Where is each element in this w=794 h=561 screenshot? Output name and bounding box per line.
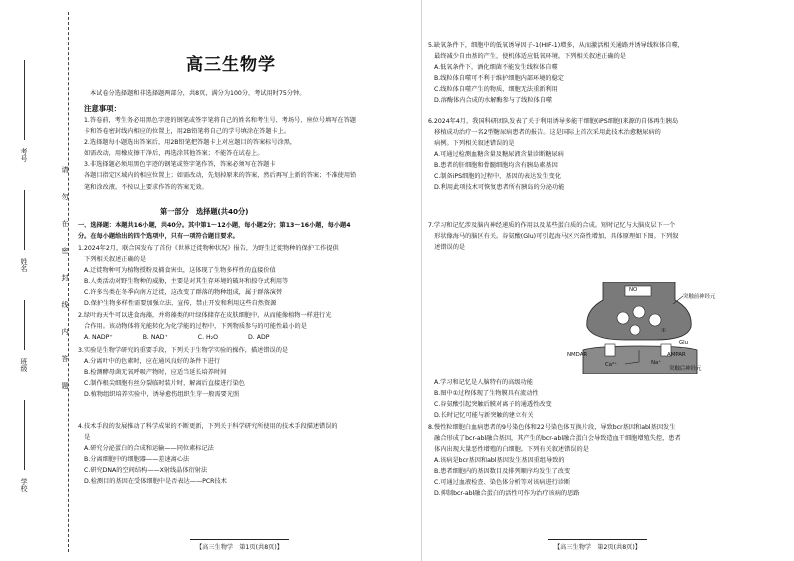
seal-text-char: 答	[61, 355, 69, 362]
answer-option-c[interactable]: C. H₂O	[197, 334, 219, 342]
question-stem: 1.2024年2月，联合国发布了首份《世界迁徙物种状况》报告，为野生迁徙物种的保护工作提供	[78, 245, 339, 252]
footer-page-1: 【高三生物学 第1页(共8页)】	[190, 539, 289, 553]
question-2	[78, 310, 331, 343]
synapse-diagram	[565, 282, 715, 374]
question-5	[428, 40, 684, 106]
seal-text-char: 线	[61, 301, 69, 308]
label-glu: Glu	[679, 340, 689, 346]
label-na: Na⁺	[651, 360, 662, 366]
notice-title: 注意事项：	[84, 104, 121, 113]
question-stem: 病例。下列相关叙述错误的是	[428, 140, 515, 148]
notice-item: 笔和涂改液。不按以上要求作答的答案无效。	[84, 183, 208, 191]
section-title: 第一部分 选择题(共40分)	[160, 207, 249, 216]
question-stem: 4.技术手段的发展推动了科学成果的不断更新，下列关于科学研究所使用的技术手段描述错误的	[78, 423, 338, 430]
answer-option-b[interactable]: B.检测酵母菌无氧呼吸产物时，应适当延长培养时间	[84, 369, 227, 377]
label-no: NO	[629, 287, 638, 293]
question-stem: 8.慢性粒细胞白血病患者的9号染色体和22号染色体互换片段，导致bcr基因和abl基因发生	[428, 424, 676, 431]
instruction-line: 分。在每小题给出的四个选项中，只有一项符合题目要求。	[78, 233, 239, 241]
answer-option-a[interactable]: A.分离叶中的色素时，应在通风良好的条件下进行	[84, 358, 221, 366]
question-stem: 述错误的是	[428, 244, 466, 252]
answer-option-b[interactable]: B.分离细胞中的细胞器——差速离心法	[84, 456, 190, 464]
answer-option-a[interactable]: A.可通过检测血糖含量及糖尿液含量诊断糖尿病	[434, 151, 564, 159]
label-nmdar: NMDAR	[567, 352, 588, 358]
question-stem: 下列相关叙述正确的是	[78, 256, 147, 264]
label-step-1: ①	[661, 328, 666, 334]
answer-option-a[interactable]: A.研究分泌蛋白的合成和运输——同位素标记法	[84, 445, 214, 453]
answer-option-a[interactable]: A.低氧条件下，酒化细菌不能发生线粒体自噬	[434, 64, 558, 72]
answer-option-d[interactable]: D.溶酶体内合成的水解酶参与了线粒体自噬	[434, 97, 553, 105]
seal-line	[68, 12, 69, 552]
answer-option-a[interactable]: A.迁徙物种可为植物授粉及捕食害虫，这体现了生物多样性的直接价值	[84, 267, 276, 275]
question-stem: 3.实验是生物学研究的重要手段，下列关于生物学实验的操作，描述错误的是	[78, 347, 289, 354]
question-stem: 合作用。该动物体将光能转化为化学能的过程中，下列物质参与的可能性最小的是	[78, 323, 307, 331]
seal-text-char: 题	[61, 382, 69, 389]
answer-option-d[interactable]: D.植物组织培养实验中，诱导愈伤组织生芽一般需要光照	[84, 391, 240, 399]
question-1	[78, 243, 339, 309]
answer-option-c[interactable]: C.制作根尖细胞有丝分裂临时装片时，解离后直接进行染色	[84, 380, 245, 388]
question-stem: 体内出现大量恶性增殖的白细胞。下列有关叙述错误的是	[428, 446, 589, 454]
answer-option-c[interactable]: C.许多鸟类在冬季向南方迁徙，这改变了群落的物种组成，属于群落演替	[84, 289, 283, 297]
question-stem: 7.学习和记忆涉及脑内神经递质的作用以及某些蛋白质的合成。短时记忆与大脑皮层下一个	[428, 222, 676, 229]
intro-text: 本试卷分选择题和非选择题两部分，共8页，满分为100分，考试用时75分钟。	[90, 90, 306, 97]
seal-text-char: 封	[61, 274, 69, 281]
answer-option-d[interactable]: D.检测目的基因在受体细胞中是否表达——PCR技术	[84, 478, 227, 486]
question-stem: 形状像海马的脑区有关。谷氨酸(Glu)可引起海马区兴奋性增加，具体原理如下图。下列叙	[428, 233, 679, 241]
question-stem: 2.绿叶海天牛可以进食海藻，并将藻类的叶绿体储存在皮肤细胞中，从而能像植物一样进行光	[78, 312, 332, 319]
binding-label-name: 姓名	[20, 258, 28, 272]
answer-option-c[interactable]: C.谷氨酸引起突触后膜对离子的通透性改变	[434, 401, 552, 409]
question-7	[428, 220, 678, 253]
section-instruction	[78, 220, 351, 242]
exam-number-field[interactable]	[24, 60, 25, 140]
binding-label-school: 学校	[20, 478, 28, 492]
answer-option-b[interactable]: B.患者的肝细胞和骨髓细胞均含有胰岛素基因	[434, 162, 558, 170]
notice-item: 1.答卷前，考生务必用黑色字迹的钢笔或签字笔将自己的姓名和考生号、考场号、座位号填写在答题	[84, 117, 356, 124]
name-field[interactable]	[24, 190, 25, 250]
question-stem: 5.缺氧条件下，细胞中的低氧诱导因子-1(HIF-1)增多，从而激活相关通路并诱导线粒体自噬，	[428, 42, 684, 49]
question-6	[428, 116, 678, 193]
question-4	[78, 421, 338, 487]
seal-text-char: 密	[61, 247, 69, 254]
answer-option-c[interactable]: C.线粒体自噬产生的物质，细胞无法重新利用	[434, 86, 558, 94]
answer-option-d[interactable]: D.长时记忆可能与新突触的建立有关	[434, 412, 534, 420]
answer-option-d[interactable]: D.保护生物多样性需要加强立法、宣传，禁止开发和利用这些自然资源	[84, 300, 277, 308]
question-stem: 移植成功治疗一名2型糖尿病患者的报告。这是国际上首次采用此技术治愈糖尿病的	[428, 129, 661, 137]
notice-item: 卡和答卷密封线内相应的位置上，用2B铅笔将自己的学号填涂在答题卡上。	[84, 128, 291, 136]
answer-option-b[interactable]: B.图中①过程体现了生物膜具有流动性	[434, 390, 539, 398]
notice-list	[84, 115, 356, 193]
seal-text-char: 请	[61, 166, 69, 173]
seal-text-char: 内	[61, 328, 69, 335]
answer-option-d[interactable]: D. ADP	[248, 334, 270, 342]
answer-option-c[interactable]: C.制备iPS细胞的过程中，基因的表达发生变化	[434, 173, 562, 181]
question-8	[428, 422, 681, 499]
answer-option-c[interactable]: C.可通过血液检查、染色体分析等对该病进行诊断	[434, 479, 571, 487]
answer-option-a[interactable]: A. NADP⁺	[84, 334, 113, 342]
question-stem: 最终减少自由基的产生，使机体适应低氧环境。下列相关叙述正确的是	[428, 53, 626, 61]
question-3	[78, 345, 288, 400]
answer-option-d[interactable]: D.利用此项技术可恢复患者所有胰岛的分泌功能	[434, 184, 565, 192]
label-ampar: AMPAR	[667, 352, 686, 358]
school-field[interactable]	[24, 400, 25, 470]
seal-text-char: 勿	[61, 193, 69, 200]
question-stem: 6.2024年4月，我国科研团队发表了关于利用诱导多能干细胞(iPS细胞)来源的自体再生胰岛	[428, 118, 679, 125]
notice-item: 3.非选择题必须用黑色字迹的钢笔或签字笔作答，答案必须写在答题卡	[84, 161, 276, 169]
footer-page-2: 【高三生物学 第2页(共8页)】	[548, 539, 647, 553]
question-7-options	[428, 377, 552, 421]
answer-option-d[interactable]: D.抑制bcr-abl融合蛋白的活性可作为治疗该病的思路	[434, 490, 580, 498]
exam-title: 高三生物学	[186, 55, 276, 75]
answer-option-a[interactable]: A.该病是bcr基因和abl基因发生基因重组导致的	[434, 457, 565, 465]
question-stem: 融合形成了bcr-abl融合基因，其产生的bcr-abl融合蛋白会导致造血干细胞增殖失控，患者	[428, 435, 681, 443]
answer-option-c[interactable]: C.研究DNA的空间结构——X射线晶体衍射法	[84, 467, 208, 475]
notice-item: 各题目指定区域内的相应位置上；如需改动，先划掉原来的答案，然后再写上新的答案；不准使用铅	[84, 172, 357, 180]
instruction-line: 一、选择题：本题共16小题，共40分。其中第1～12小题，每小题2分；第13～16小题，每小题4	[78, 222, 351, 229]
class-field[interactable]	[24, 300, 25, 350]
label-postsynaptic-neuron: 突触后神经元	[669, 366, 702, 372]
options-row	[78, 332, 331, 343]
binding-label-exam-number: 考号	[20, 148, 28, 162]
answer-option-b[interactable]: B. NAD⁺	[142, 334, 168, 342]
notice-item: 2.选择题每小题选出答案后，用2B铅笔把答题卡上对应题目的答案标号涂黑，	[84, 139, 297, 147]
binding-label-class: 班级	[20, 358, 28, 372]
binding-strip	[0, 0, 72, 561]
question-stem: 是	[78, 434, 91, 442]
notice-item: 如需改动，用橡皮擦干净后，再选涂其他答案；不能答在试卷上。	[84, 150, 264, 158]
label-ca: Ca²⁺	[605, 362, 618, 368]
answer-option-b[interactable]: B.人类活动对野生物种的威胁，主要是对其生存环境的破坏和掠夺式利用等	[84, 278, 289, 286]
seal-text-char: 在	[61, 220, 69, 227]
answer-option-a[interactable]: A.学习和记忆是人脑特有的高级功能	[434, 379, 533, 386]
label-presynaptic-neuron: 突触前神经元	[683, 294, 716, 300]
answer-option-b[interactable]: B.线粒体自噬可不利于维护细胞内部环境的稳定	[434, 75, 564, 83]
answer-option-b[interactable]: B.患者细胞内的基因数目及排列顺序均发生了改变	[434, 468, 571, 476]
page-gutter	[421, 0, 422, 561]
